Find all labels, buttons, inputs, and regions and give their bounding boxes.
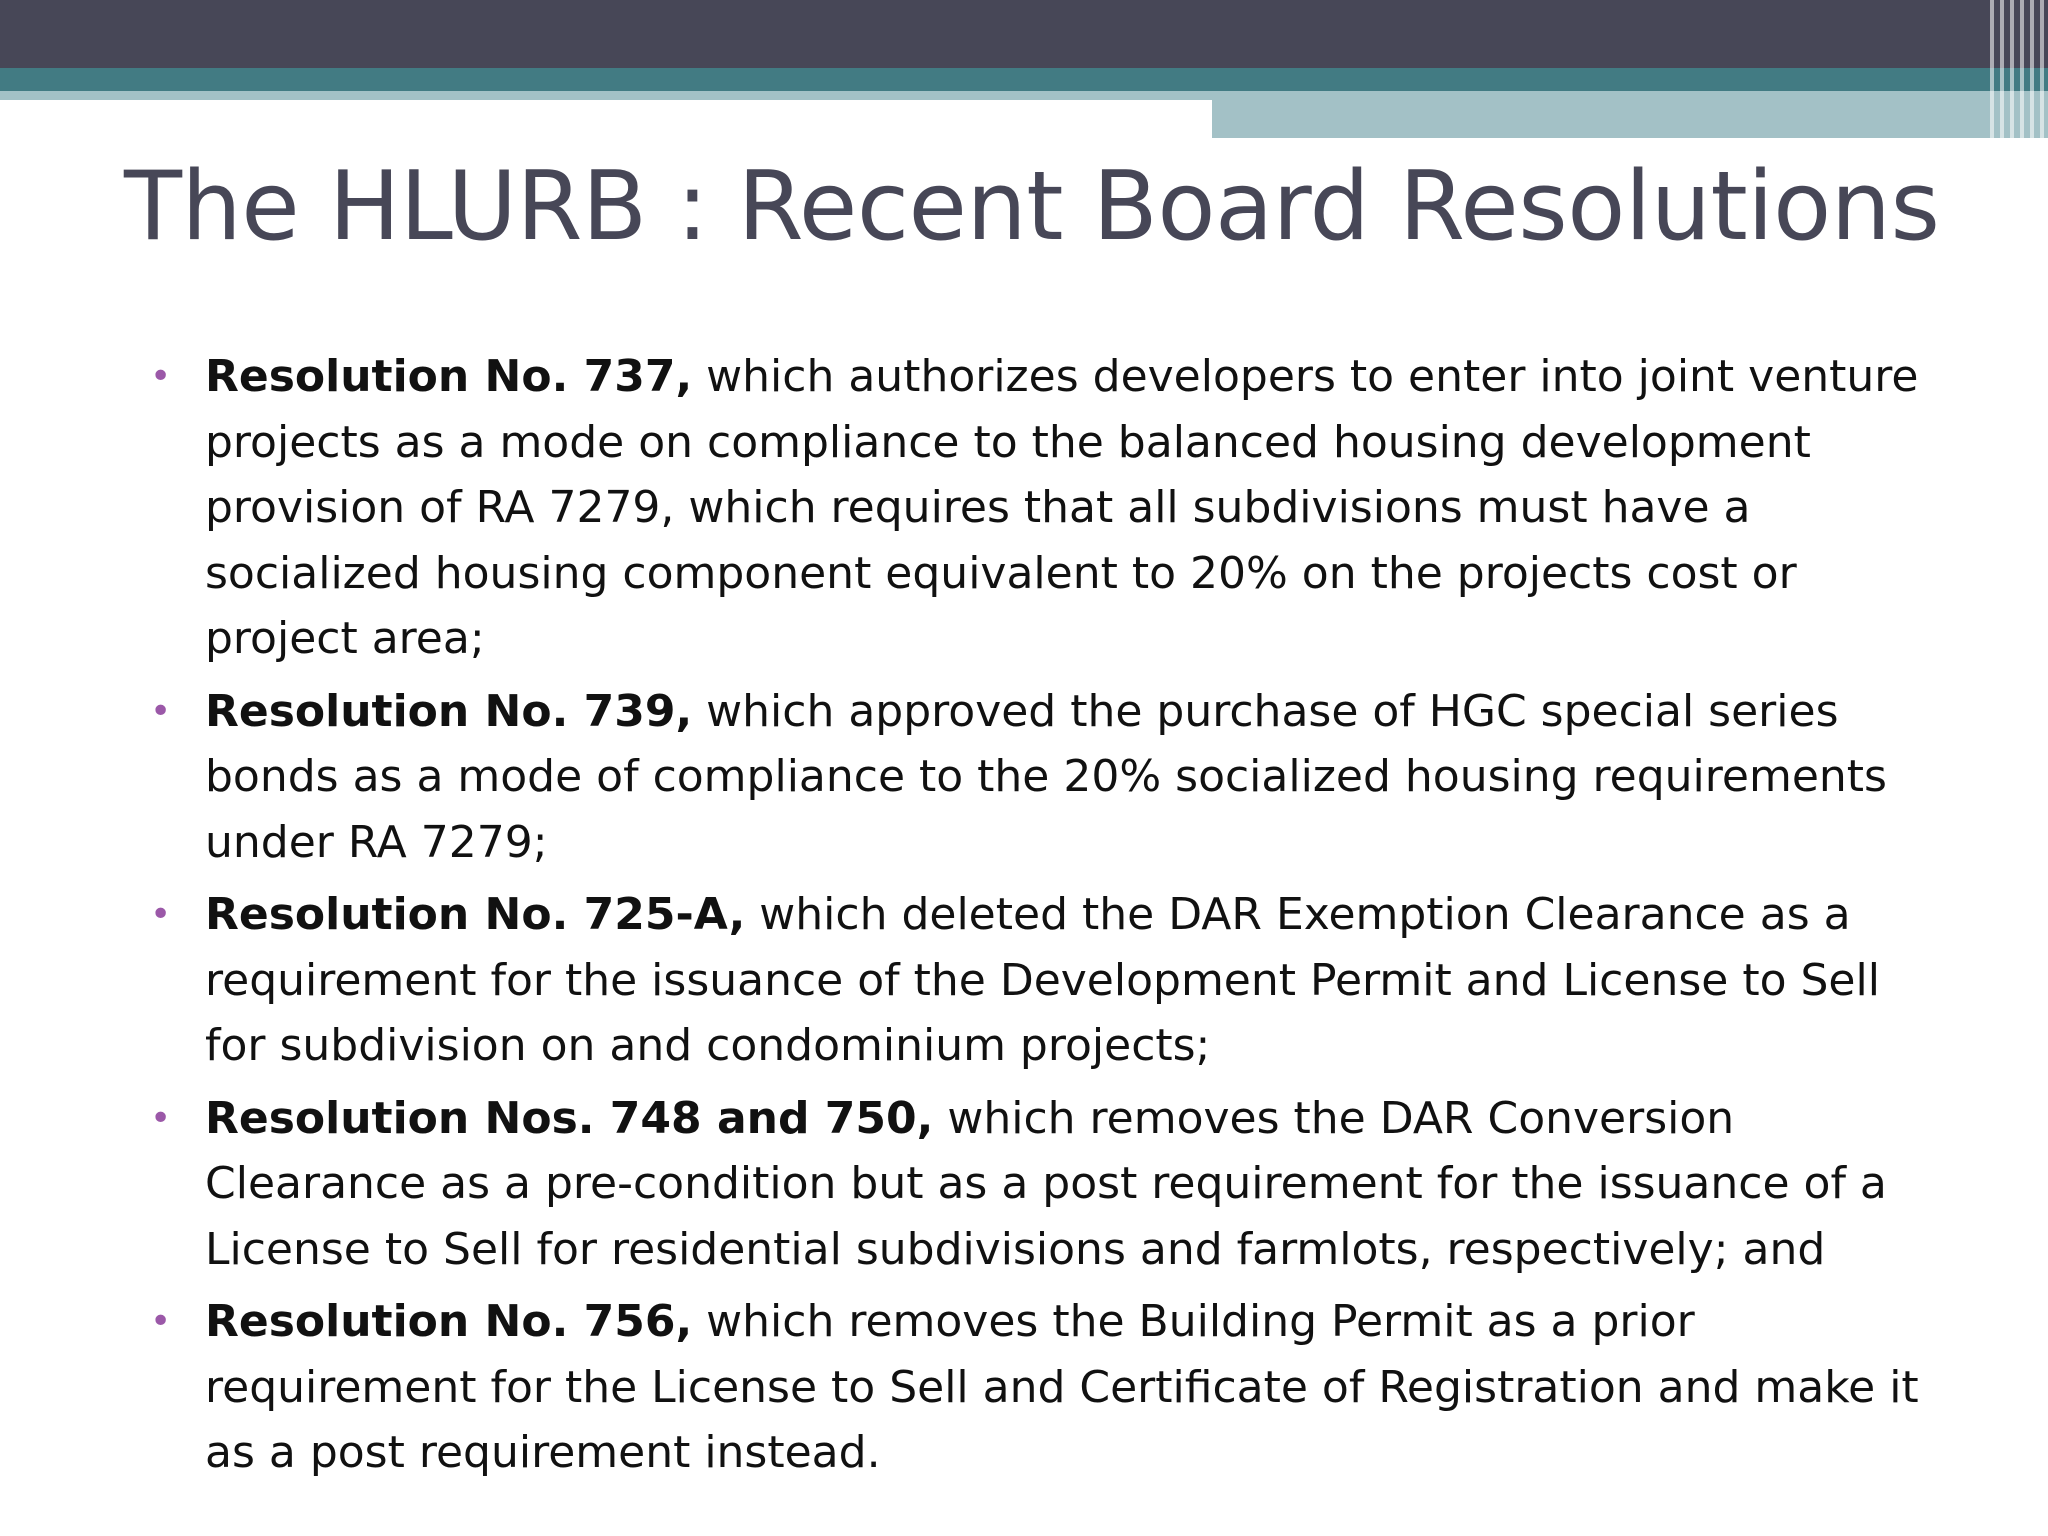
resolution-description: which authorizes developers to enter into joint venture projects as a mode on compliance to the balanced housing development provision of RA 7279, which requires that all subdivisions must have a socialized housing component equivalent to 20% on the projects cost or project area; xyxy=(205,351,1919,664)
resolution-description: which removes the DAR Conversion Clearance as a pre-condition but as a post requirement for the issuance of a License to Sell for residential subdivisions and farmlots, respectively; and xyxy=(205,1092,1887,1275)
header-band-teal xyxy=(0,68,2048,91)
resolution-number: Resolution No. 756, xyxy=(205,1296,693,1347)
resolution-number: Resolution No. 725-A, xyxy=(205,889,746,940)
list-item xyxy=(150,679,1930,876)
resolution-number: Resolution No. 739, xyxy=(205,685,693,737)
list-item xyxy=(150,882,1930,1079)
list-item xyxy=(150,344,1930,672)
bullet-dot-icon: • xyxy=(150,894,172,935)
bullet-dot-icon: • xyxy=(150,690,172,732)
bullet-dot-icon: • xyxy=(150,1301,172,1342)
header-band-light-right xyxy=(1212,91,2048,138)
list-item xyxy=(150,1289,1930,1486)
bullet-dot-icon: • xyxy=(150,356,172,397)
bullet-dot-icon: • xyxy=(150,1097,172,1139)
resolution-number: Resolution No. 737, xyxy=(205,351,693,402)
header-stripes-decoration xyxy=(1990,0,2048,138)
list-item xyxy=(150,1086,1930,1283)
resolution-list xyxy=(150,344,1930,1493)
slide-title: The HLURB : Recent Board Resolutions xyxy=(124,152,1940,262)
header-band-light-left xyxy=(0,91,1212,100)
resolution-description: which deleted the DAR Exemption Clearance as a requirement for the issuance of the Development Permit and License to Sell for subdivision on and condominium projects; xyxy=(205,889,1880,1071)
resolution-description: which removes the Building Permit as a prior requirement for the License to Sell and Certificate of Registration and make it as a post requirement instead. xyxy=(205,1296,1919,1478)
resolution-number: Resolution Nos. 748 and 750, xyxy=(205,1092,934,1144)
header-band-dark xyxy=(0,0,2048,68)
resolution-description: which approved the purchase of HGC special series bonds as a mode of compliance to the 20% socialized housing requirements under RA 7279; xyxy=(205,685,1887,868)
